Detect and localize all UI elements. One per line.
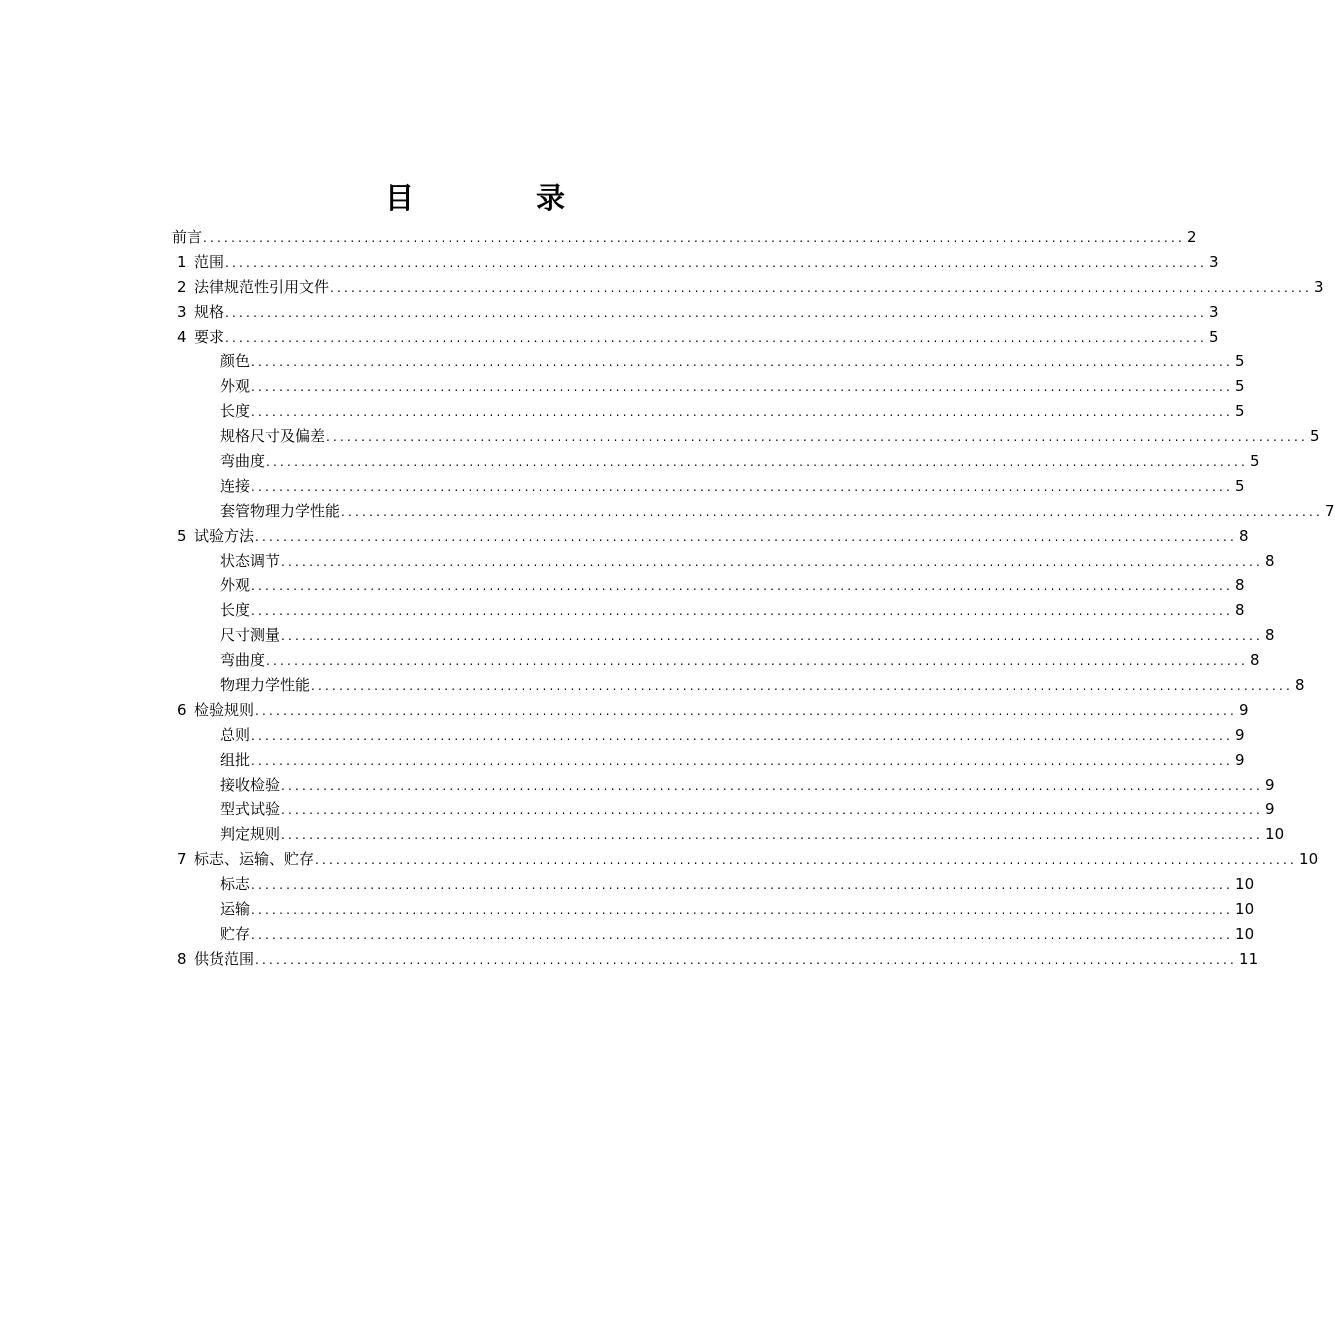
- toc-entry-page-number: 2: [1187, 228, 1197, 246]
- toc-entry[interactable]: [172, 648, 1260, 673]
- toc-entry[interactable]: [172, 499, 1335, 524]
- toc-entry-number: 6: [177, 700, 187, 719]
- toc-dot-leader: ............................................................................................................................................: [326, 430, 1309, 445]
- toc-entry[interactable]: [172, 449, 1260, 474]
- toc-entry-title: 套管物理力学性能: [220, 501, 341, 520]
- toc-entry-title: 运输: [220, 900, 251, 919]
- toc-dot-leader: ............................................................................................................................................: [251, 604, 1234, 619]
- toc-entry-page-number: 5: [1310, 427, 1320, 446]
- toc-dot-leader: ............................................................................................................................................: [251, 753, 1234, 768]
- toc-dot-leader: ............................................................................................................................................: [251, 728, 1234, 743]
- toc-dot-leader: ............................................................................................................................................: [281, 803, 1264, 818]
- toc-entry-page-number: 5: [1235, 402, 1245, 421]
- toc-entry[interactable]: [172, 424, 1320, 449]
- toc-entry-page-number: 5: [1235, 476, 1245, 495]
- toc-entry-page-number: 8: [1239, 526, 1249, 545]
- toc-entry-number: 1: [177, 252, 187, 271]
- toc-entry[interactable]: [172, 797, 1275, 822]
- toc-dot-leader: ............................................................................................................................................: [255, 703, 1238, 718]
- toc-dot-leader: ............................................................................................................................................: [281, 778, 1264, 793]
- toc-entry-number: 7: [177, 850, 187, 869]
- toc-entry-page-number: 9: [1265, 775, 1275, 794]
- toc-entry[interactable]: [172, 723, 1245, 748]
- toc-entry-page-number: 5: [1235, 377, 1245, 396]
- toc-entry-page-number: 5: [1209, 327, 1219, 346]
- toc-entry-page-number: 3: [1209, 302, 1219, 321]
- toc-entry[interactable]: [172, 573, 1245, 598]
- toc-entry-page-number: 3: [1209, 252, 1219, 271]
- toc-entry[interactable]: [172, 897, 1255, 922]
- toc-entry[interactable]: [172, 300, 1219, 325]
- toc-entry-page-number: 8: [1265, 626, 1275, 645]
- toc-title: 目 录: [384, 181, 622, 215]
- toc-entry-title: 法律规范性引用文件: [194, 277, 330, 296]
- toc-entry-page-number: 5: [1250, 452, 1260, 471]
- toc-entry-page-number: 10: [1235, 875, 1255, 894]
- toc-entry[interactable]: [172, 872, 1255, 897]
- toc-entry[interactable]: [172, 598, 1245, 623]
- toc-entry[interactable]: [172, 225, 1197, 250]
- toc-entry-title: 组批: [220, 750, 251, 769]
- toc-entry-title: 状态调节: [220, 551, 281, 570]
- toc-entry-page-number: 8: [1265, 551, 1275, 570]
- toc-entry[interactable]: [172, 922, 1255, 947]
- toc-entry-title: 判定规则: [220, 825, 281, 844]
- toc-dot-leader: ............................................................................................................................................: [311, 679, 1294, 694]
- toc-entry[interactable]: [172, 399, 1245, 424]
- toc-dot-leader: ............................................................................................................................................: [251, 903, 1234, 918]
- toc-dot-leader: ............................................................................................................................................: [251, 579, 1234, 594]
- toc-entry-title: 贮存: [220, 924, 251, 943]
- toc-entry-title: 标志: [220, 875, 251, 894]
- toc-dot-leader: ............................................................................................................................................: [266, 654, 1249, 669]
- toc-dot-leader: ............................................................................................................................................: [281, 629, 1264, 644]
- toc-dot-leader: ............................................................................................................................................: [225, 330, 1208, 345]
- toc-entry[interactable]: [172, 549, 1275, 574]
- toc-dot-leader: ............................................................................................................................................: [251, 380, 1234, 395]
- toc-entry[interactable]: [172, 325, 1219, 350]
- toc-entry-title: 颜色: [220, 352, 251, 371]
- toc-entry[interactable]: [172, 698, 1249, 723]
- toc-entry[interactable]: [172, 524, 1249, 549]
- toc-entry-number: 8: [177, 949, 187, 968]
- toc-entry-page-number: 9: [1239, 700, 1249, 719]
- toc-dot-leader: ............................................................................................................................................: [225, 255, 1208, 270]
- toc-entry-title: 供货范围: [194, 949, 255, 968]
- toc-entry[interactable]: [172, 773, 1275, 798]
- toc-entry[interactable]: [172, 673, 1305, 698]
- toc-entry[interactable]: [172, 275, 1324, 300]
- toc-dot-leader: ............................................................................................................................................: [281, 554, 1264, 569]
- toc-entry-number: 3: [177, 302, 187, 321]
- toc-entry-title: 外观: [220, 377, 251, 396]
- toc-entry-title: 外观: [220, 576, 251, 595]
- toc-entry-title: 连接: [220, 476, 251, 495]
- toc-entry-title: 长度: [220, 402, 251, 421]
- toc-entry-title: 规格尺寸及偏差: [220, 427, 326, 446]
- toc-entry-number: 5: [177, 526, 187, 545]
- toc-entry-title: 规格: [194, 302, 225, 321]
- toc-entry-page-number: 11: [1239, 949, 1259, 968]
- toc-dot-leader: ............................................................................................................................................: [255, 529, 1238, 544]
- toc-dot-leader: ............................................................................................................................................: [315, 853, 1298, 868]
- toc-entry-page-number: 9: [1235, 725, 1245, 744]
- toc-entry-page-number: 10: [1235, 924, 1255, 943]
- toc-entry-number: 2: [177, 277, 187, 296]
- toc-entry-page-number: 9: [1235, 750, 1245, 769]
- toc-dot-leader: ............................................................................................................................................: [251, 927, 1234, 942]
- toc-entry-number: 4: [177, 327, 187, 346]
- toc-entry[interactable]: [172, 623, 1275, 648]
- toc-entry-title: 前言: [172, 228, 203, 246]
- toc-dot-leader: ............................................................................................................................................: [281, 828, 1264, 843]
- toc-entry-title: 物理力学性能: [220, 676, 311, 695]
- toc-entry-title: 范围: [194, 252, 225, 271]
- toc-entry-title: 总则: [220, 725, 251, 744]
- toc-entry-title: 接收检验: [220, 775, 281, 794]
- toc-entry-title: 要求: [194, 327, 225, 346]
- toc-dot-leader: ............................................................................................................................................: [225, 305, 1208, 320]
- toc-dot-leader: ............................................................................................................................................: [251, 355, 1234, 370]
- toc-entry-page-number: 8: [1250, 651, 1260, 670]
- toc-entry[interactable]: [172, 349, 1245, 374]
- toc-entry-page-number: 3: [1314, 277, 1324, 296]
- toc-entry-page-number: 10: [1235, 900, 1255, 919]
- toc-dot-leader: ............................................................................................................................................: [203, 231, 1186, 245]
- toc-entry-page-number: 8: [1295, 676, 1305, 695]
- toc-dot-leader: ............................................................................................................................................: [266, 455, 1249, 470]
- toc-entry-title: 检验规则: [194, 700, 255, 719]
- toc-entry-title: 标志、运输、贮存: [194, 850, 315, 869]
- toc-entry-title: 尺寸测量: [220, 626, 281, 645]
- toc-entry-page-number: 8: [1235, 601, 1245, 620]
- toc-entry[interactable]: [172, 847, 1319, 872]
- toc-entry-title: 弯曲度: [220, 651, 266, 670]
- toc-dot-leader: ............................................................................................................................................: [251, 405, 1234, 420]
- toc-dot-leader: ............................................................................................................................................: [251, 878, 1234, 893]
- toc-entry[interactable]: [172, 822, 1285, 847]
- toc-entry-title: 型式试验: [220, 800, 281, 819]
- toc-entry[interactable]: [172, 474, 1245, 499]
- toc-entry[interactable]: [172, 374, 1245, 399]
- toc-entry-page-number: 5: [1235, 352, 1245, 371]
- toc-dot-leader: ............................................................................................................................................: [255, 952, 1238, 967]
- toc-dot-leader: ............................................................................................................................................: [341, 504, 1324, 519]
- toc-list: [172, 225, 1335, 972]
- toc-dot-leader: ............................................................................................................................................: [251, 479, 1234, 494]
- toc-entry-title: 试验方法: [194, 526, 255, 545]
- toc-entry-page-number: 7: [1325, 501, 1335, 520]
- toc-dot-leader: ............................................................................................................................................: [330, 280, 1313, 295]
- toc-entry[interactable]: [172, 250, 1219, 275]
- toc-entry-title: 弯曲度: [220, 452, 266, 471]
- toc-entry-page-number: 9: [1265, 800, 1275, 819]
- toc-entry[interactable]: [172, 748, 1245, 773]
- toc-entry-page-number: 8: [1235, 576, 1245, 595]
- toc-entry[interactable]: [172, 947, 1259, 972]
- toc-entry-page-number: 10: [1299, 850, 1319, 869]
- toc-entry-page-number: 10: [1265, 825, 1285, 844]
- toc-entry-title: 长度: [220, 601, 251, 620]
